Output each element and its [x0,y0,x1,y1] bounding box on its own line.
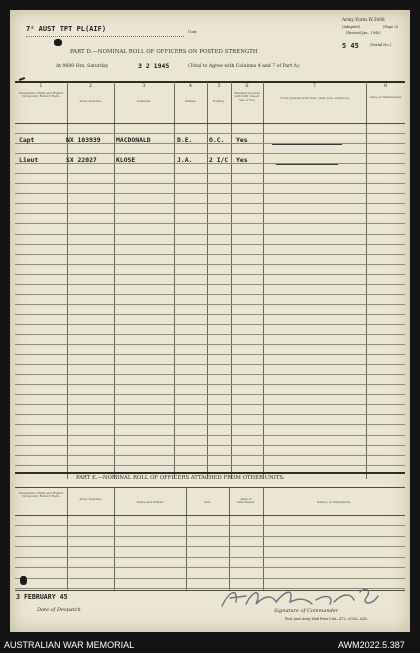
present-cell: Yes [236,156,248,164]
ruled-line [15,394,405,395]
employment-dash [276,164,338,165]
part-e-top-border [15,472,405,474]
col-header-present: Whether present with Unit (insert Yes or No) [234,91,260,102]
col-header-detachment: Date of Detachment. [370,95,402,99]
part-d-col-divider [174,82,175,479]
ruled-line [15,314,405,315]
col-num: 7 [312,83,317,89]
initials-cell: J.A. [177,156,193,164]
col-num: 1 [39,83,43,89]
part-e-header-name: Name and Initials [136,500,164,504]
part-e-header-unit: Unit. [203,500,212,504]
rank-cell: Lieut [19,156,39,164]
ruled-line [15,384,405,385]
posting-cell: O.C. [209,136,225,144]
army-number-cell: NX 103939 [66,136,101,144]
col-num: 2 [88,83,93,89]
col-header-posting: Posting. [212,99,226,103]
part-d-col-divider [231,82,232,479]
surname-cell: MACDONALD [116,136,151,144]
part-e-col-divider [186,488,187,590]
employment-dash [272,144,342,145]
ruled-line [15,284,405,285]
part-d-col-divider [207,82,208,479]
punch-hole-mark [20,576,27,585]
part-d-col-divider [366,82,367,479]
ruled-line [15,557,405,558]
ruled-line [15,324,405,325]
ruled-line [15,364,405,365]
ruled-line [15,525,405,526]
ruled-line [15,153,405,154]
part-e-header-attachment-nature: Nature of Attachment. [316,500,352,504]
part-e-title: PART E.—NOMINAL ROLL OF OFFICERS ATTACHED FROM OTHER UNITS. [76,475,285,481]
time-text: At 0600 Hrs. Saturday [56,64,109,69]
ruled-line [15,536,405,537]
ruled-line [15,183,405,184]
total-note: (Total to Agree with Columns 4 and 7 of Part A). [188,64,301,69]
form-page: (Page 3) [383,25,399,29]
ruled-line [15,445,405,446]
part-d-title: PART D.—NOMINAL ROLL OF OFFICERS ON POSTED STRENGTH [70,49,258,55]
signature-label: Signature of Commander [274,608,339,614]
unit-value: 7² AUST TPT PL(AIF) [26,25,107,33]
part-e-header-rule [15,515,405,516]
col-header-rank: Substantive Rank and Higher Temporary Rank if Held. [18,91,64,99]
archive-reference: AWM2022.5.387 [338,640,405,650]
ruled-line [15,578,405,579]
nominal-roll-form [10,10,410,632]
col-num: 5 [217,83,221,89]
ruled-line [15,254,405,255]
ruled-line [15,244,405,245]
col-num: 4 [188,83,193,89]
army-number-cell: SX 22027 [66,156,97,164]
ruled-line [15,133,405,134]
col-header-surname: Surname. [136,99,152,103]
ruled-line [15,294,405,295]
form-number: Army Form W.3008 [342,18,385,23]
col-num: 8 [383,83,388,89]
ruled-line [15,455,405,456]
ruled-line [15,274,405,275]
col-num: 3 [142,83,146,89]
part-e-col-divider [67,488,68,590]
part-e-col-divider [263,488,264,590]
ruled-line [15,374,405,375]
part-e-col-divider [229,488,230,590]
print-note: First Aust Army Mob Print Unit—471—9/2M—6/42. [285,617,369,621]
surname-cell: KLOSE [116,156,136,164]
posting-cell: 2 I/C [209,156,229,164]
ruled-line [15,173,405,174]
ruled-line [15,334,405,335]
part-e-title-rule [15,487,405,488]
part-e-header-army-number: Army Number. [79,497,102,501]
part-e-col-divider [114,488,115,590]
despatch-date: 3 FEBRUARY 45 [16,593,68,601]
ruled-line [15,465,405,466]
part-e-header-attachment-date: Date of Attachment. [236,497,256,505]
ruled-line [15,567,405,568]
ruled-line [15,354,405,355]
form-revised: (Revised Jan., 1940) [346,31,381,35]
unit-label: Unit [188,29,197,34]
form-adapted: (Adapted) [342,25,361,29]
part-d-col-divider [263,82,264,479]
ruled-line [15,213,405,214]
ruled-line [15,414,405,415]
ruled-line [15,304,405,305]
ruled-line [15,234,405,235]
ruled-line [15,546,405,547]
serial-label: (Serial No.) [370,43,392,47]
part-d-header-rule [15,123,405,124]
col-header-army-number: Army Number. [79,99,102,103]
part-d-col-divider [114,82,115,479]
archive-institution: AUSTRALIAN WAR MEMORIAL [4,640,135,650]
part-e-header-rank: Substantive Rank and Higher Temporary Rank if Held. [18,491,64,499]
unit-underline [26,36,184,37]
ruled-line [15,223,405,224]
col-header-employment: If not present with Unit, state how employed. [280,96,350,100]
ruled-line [15,264,405,265]
ruled-line [15,435,405,436]
ruled-line [15,404,405,405]
col-num: 6 [245,83,249,89]
punch-hole-mark [54,39,62,46]
present-cell: Yes [236,136,248,144]
initials-cell: D.E. [177,136,193,144]
ruled-line [15,424,405,425]
despatch-label: Date of Despatch [37,607,81,613]
col-header-initials: Initials. [184,99,197,103]
serial-number: 5 45 [342,42,359,50]
roll-date: 3 2 1945 [138,62,170,70]
ruled-line [15,344,405,345]
rank-cell: Capt [19,136,35,144]
ruled-line [15,203,405,204]
ruled-line [15,193,405,194]
